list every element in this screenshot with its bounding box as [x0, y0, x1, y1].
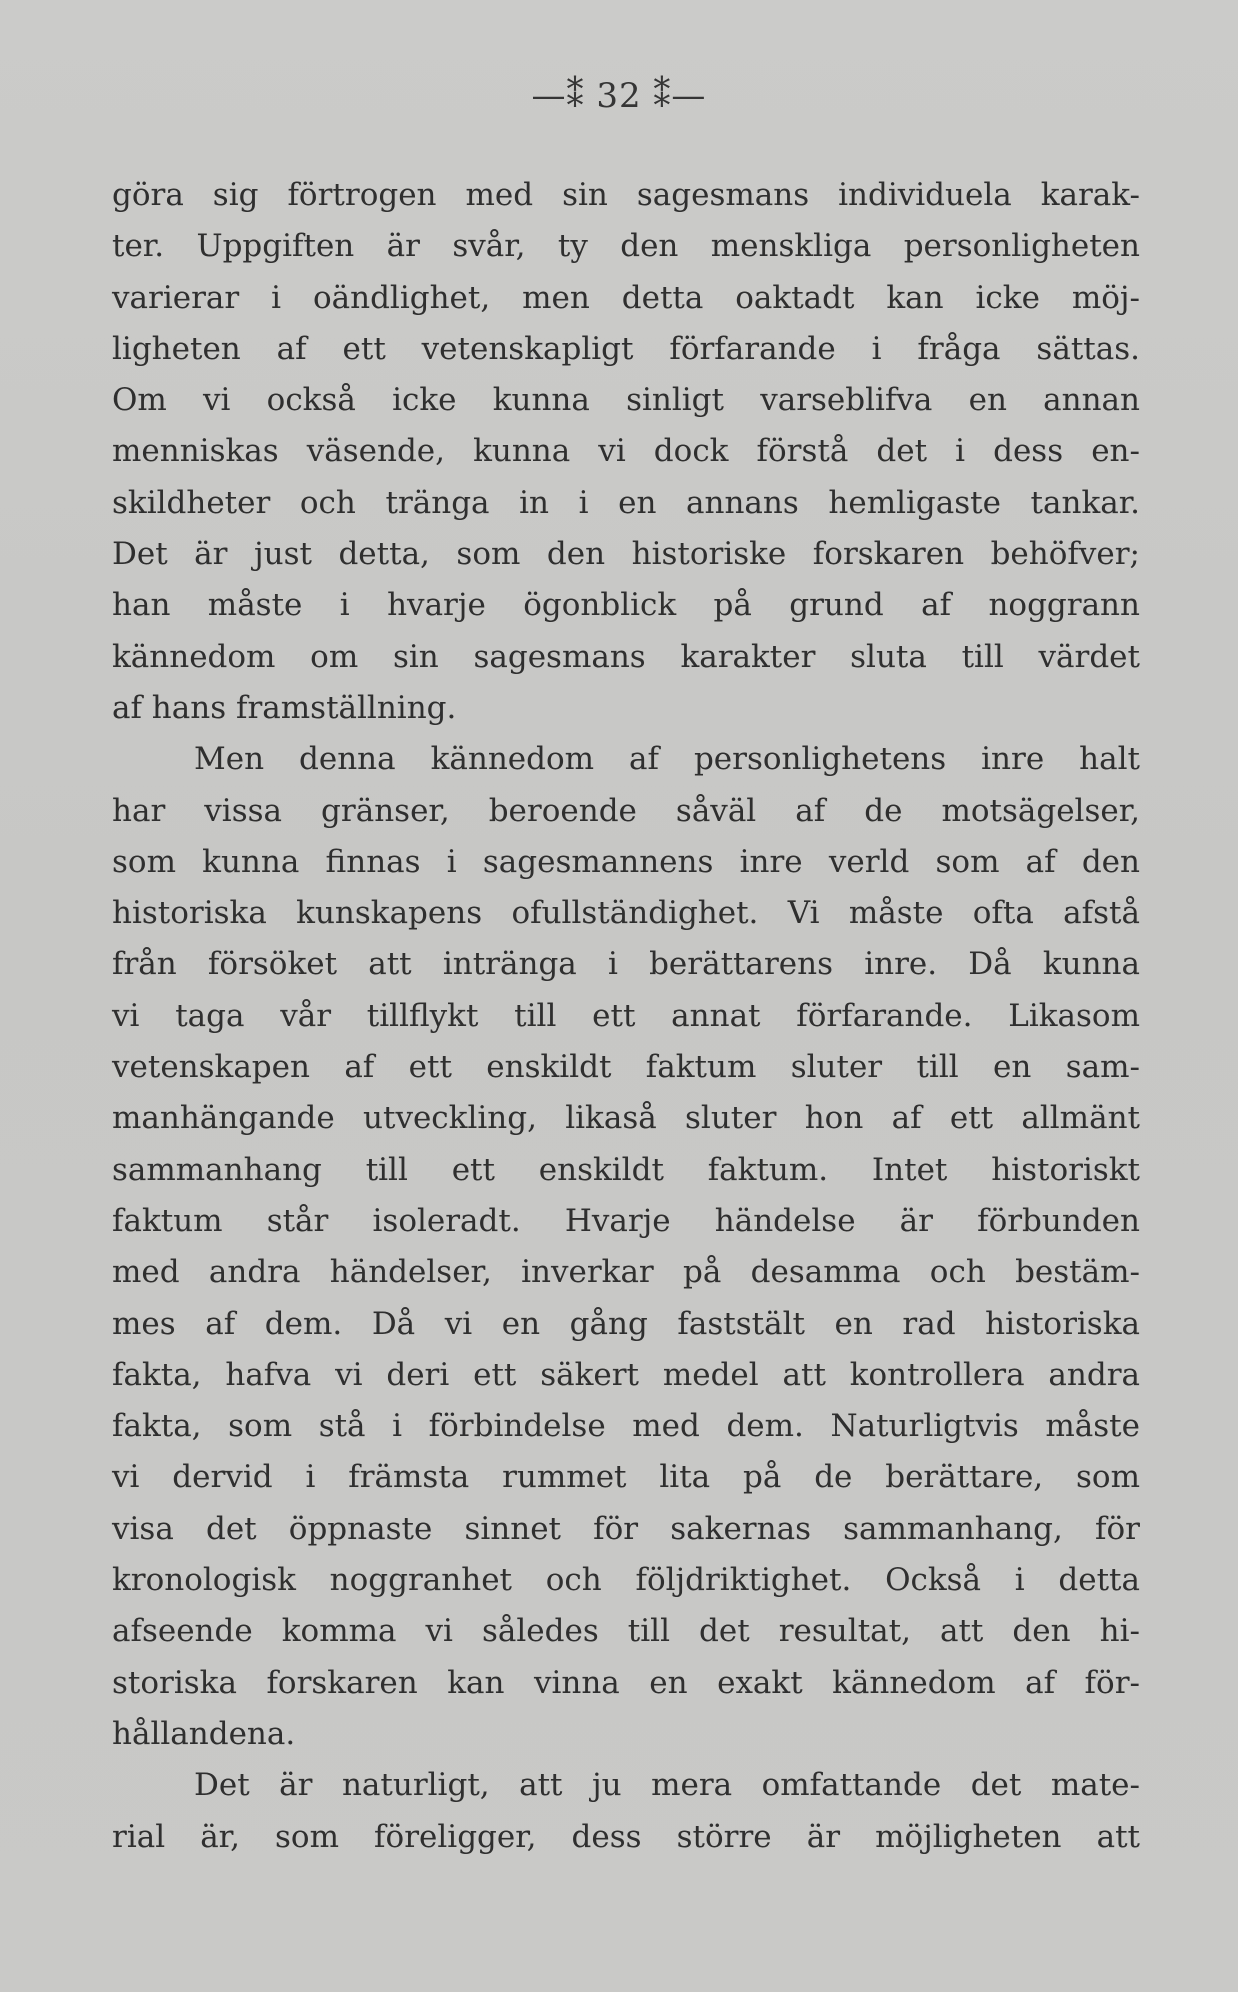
text-line: vetenskapen af ett enskildt faktum sluter till en sam-	[112, 1049, 1140, 1086]
text-line: Det är just detta, som den historiske forskaren behöfver;	[112, 536, 1140, 573]
text-line: af hans framställning.	[112, 689, 457, 726]
text-line: mes af dem. Då vi en gång faststält en rad historiska	[112, 1305, 1140, 1342]
text-line: med andra händelser, inverkar på desamma och bestäm-	[112, 1254, 1140, 1291]
text-line: varierar i oändlighet, men detta oaktadt kan icke möj-	[112, 279, 1140, 316]
text-line: sammanhang till ett enskildt faktum. Intet historiskt	[112, 1151, 1140, 1188]
text-line: fakta, hafva vi deri ett säkert medel att kontrollera andra	[112, 1356, 1140, 1393]
text-line: kännedom om sin sagesmans karakter sluta till värdet	[112, 638, 1140, 675]
text-line: afseende komma vi således till det resultat, att den hi-	[112, 1613, 1140, 1650]
text-line: rial är, som föreligger, dess större är möjligheten att	[112, 1818, 1140, 1855]
text-line: skildheter och tränga in i en annans hemligaste tankar.	[112, 484, 1140, 521]
text-line: faktum står isoleradt. Hvarje händelse är förbunden	[112, 1202, 1140, 1239]
text-line: historiska kunskapens ofullständighet. Vi måste ofta afstå	[112, 895, 1140, 932]
text-line: Om vi också icke kunna sinligt varseblifva en annan	[112, 382, 1140, 419]
text-line: ligheten af ett vetenskapligt förfarande i fråga sättas.	[112, 330, 1140, 367]
text-line: Det är naturligt, att ju mera omfattande det mate-	[194, 1767, 1140, 1804]
text-line: menniskas väsende, kunna vi dock förstå det i dess en-	[112, 433, 1140, 470]
text-line: från försöket att intränga i berättarens inre. Då kunna	[112, 946, 1140, 983]
text-line: vi dervid i främsta rummet lita på de berättare, som	[112, 1459, 1140, 1496]
text-line: manhängande utveckling, likaså sluter hon af ett allmänt	[112, 1100, 1140, 1137]
text-line: visa det öppnaste sinnet för sakernas sammanhang, för	[112, 1510, 1140, 1547]
text-line: har vissa gränser, beroende såväl af de motsägelser,	[112, 792, 1140, 829]
text-line: ter. Uppgiften är svår, ty den menskliga personligheten	[112, 228, 1140, 265]
text-line: kronologisk noggranhet och följdriktighet. Också i detta	[112, 1562, 1140, 1599]
text-line: storiska forskaren kan vinna en exakt kännedom af för-	[112, 1664, 1140, 1701]
text-line: som kunna finnas i sagesmannens inre verld som af den	[112, 843, 1140, 880]
text-line: göra sig förtrogen med sin sagesmans individuela karak-	[112, 177, 1140, 213]
page-number: —⁑ 32 ⁑—	[531, 76, 707, 116]
text-line: vi taga vår tillflykt till ett annat förfarande. Likasom	[112, 997, 1140, 1034]
text-line: fakta, som stå i förbindelse med dem. Naturligtvis måste	[112, 1408, 1140, 1445]
body-text	[112, 170, 1140, 1863]
text-line: han måste i hvarje ögonblick på grund af noggrann	[112, 587, 1140, 624]
text-line: Men denna kännedom af personlighetens inre halt	[194, 741, 1140, 778]
text-line: hållandena.	[112, 1715, 296, 1752]
